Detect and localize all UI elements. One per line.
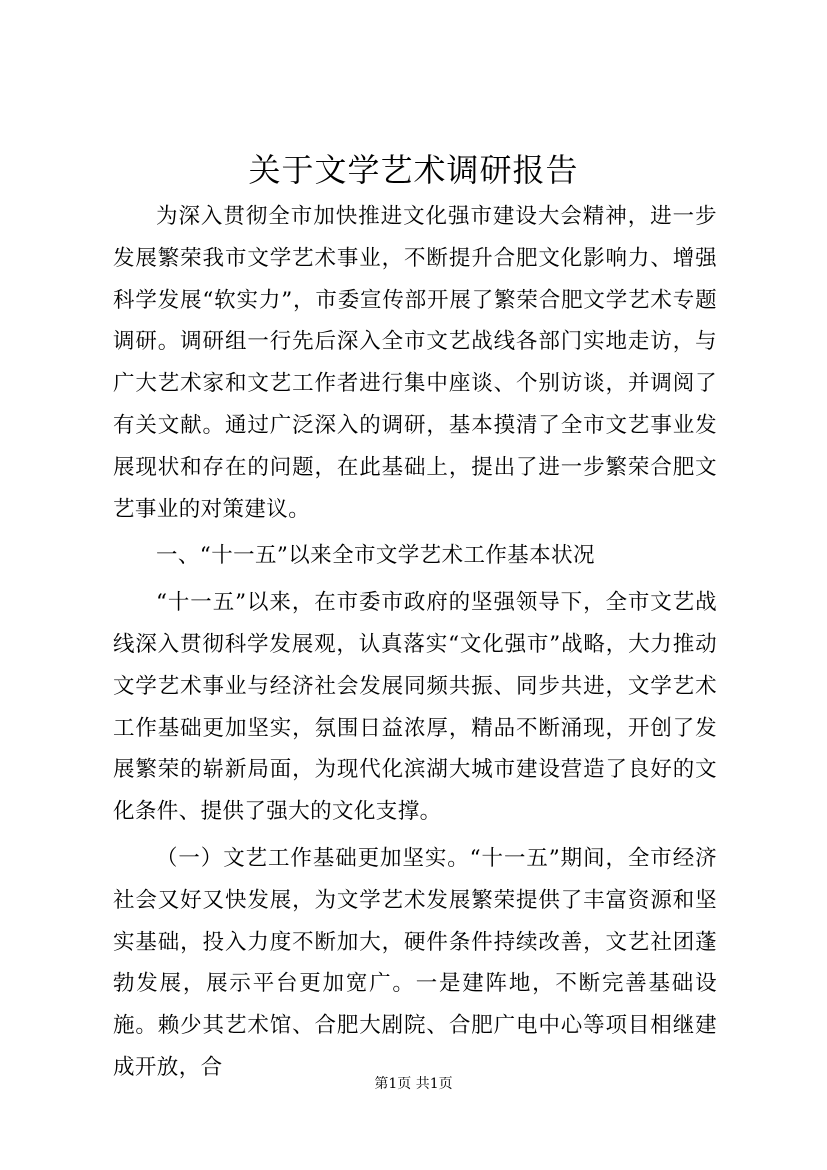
document-title: 关于文学艺术调研报告 [248, 151, 579, 189]
paragraph-overview: “十一五”以来，在市委市政府的坚强领导下，全市文艺战线深入贯彻科学发展观，认真落实“文化强市”战略，大力推动文学艺术事业与经济社会发展同频共振、同步共进，文学艺术工作基础更加坚实，氛围日益浓厚，精品不断涌现，开创了发展繁荣的崭新局面，为现代化滨湖大城市建设营造了良好的文化条件、提供了强大的文化支撑。 [113, 590, 717, 825]
paragraph-intro: 为深入贯彻全市加快推进文化强市建设大会精神，进一步发展繁荣我市文学艺术事业，不断提升合肥文化影响力、增强科学发展“软实力”，市委宣传部开展了繁荣合肥文学艺术专题调研。调研组一行先后深入全市文艺战线各部门实地走访，与广大艺术家和文艺工作者进行集中座谈、个别访谈，并调阅了有关文献。通过广泛深入的调研，基本摸清了全市文艺事业发展现状和存在的问题，在此基础上，提出了进一步繁荣合肥文艺事业的对策建议。 [113, 204, 717, 522]
page-footer: 第1页 共1页 [374, 1076, 453, 1092]
paragraph-subsection-1: （一）文艺工作基础更加坚实。“十一五”期间，全市经济社会又好又快发展，为文学艺术发展繁荣提供了丰富资源和坚实基础，投入力度不断加大，硬件条件持续改善，文艺社团蓬勃发展，展示平台更加宽广。一是建阵地，不断完善基础设施。赖少其艺术馆、合肥大剧院、合肥广电中心等项目相继建成开放，合 [113, 845, 717, 1080]
section-heading: 一、“十一五”以来全市文学艺术工作基本状况 [156, 543, 595, 569]
document-body [113, 196, 717, 1089]
